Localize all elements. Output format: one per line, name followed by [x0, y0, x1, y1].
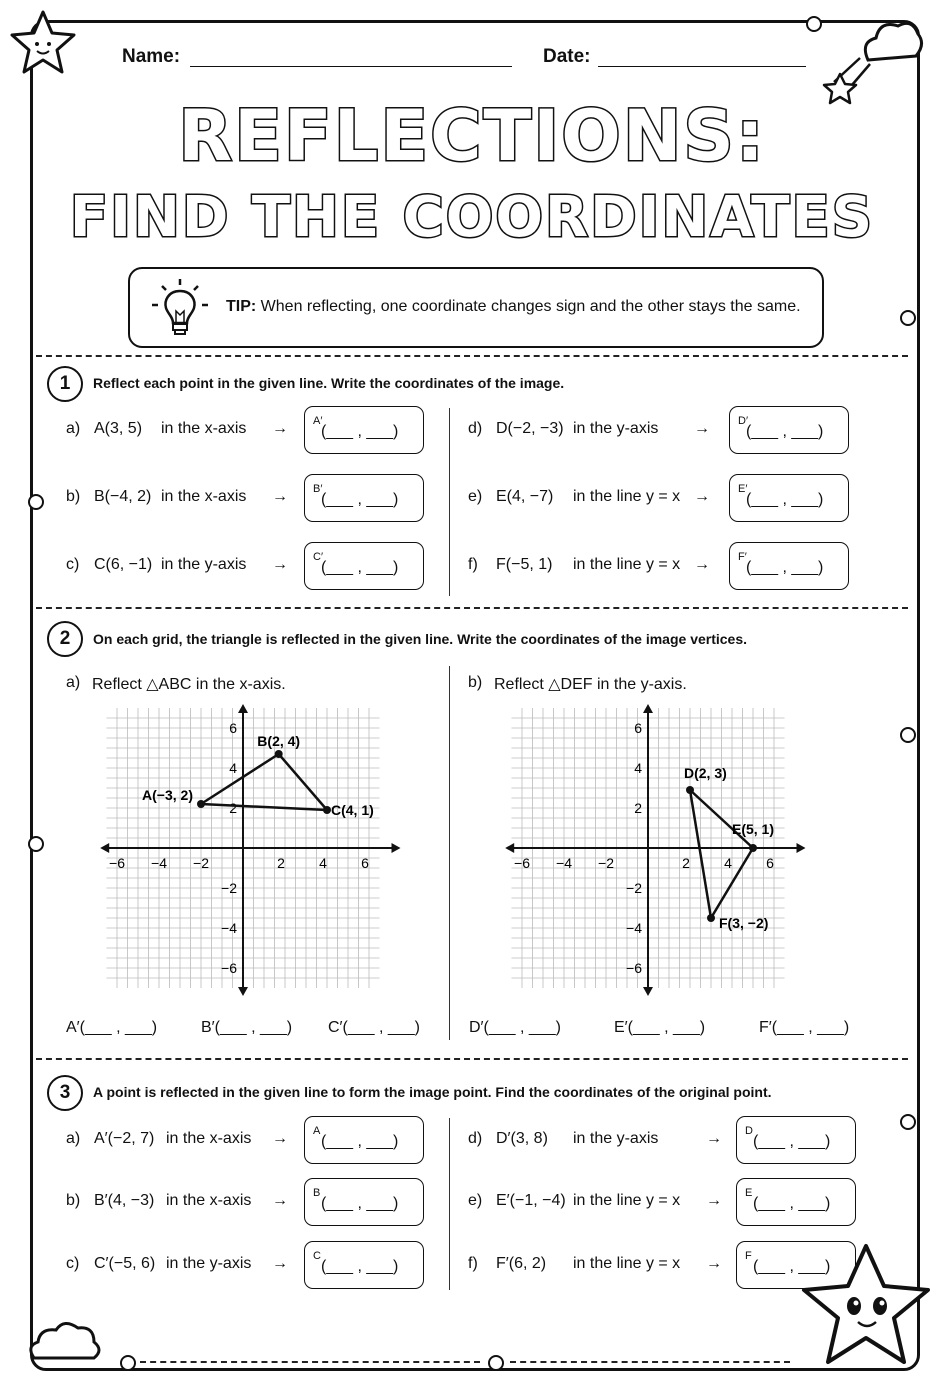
- cloud-icon: [24, 1318, 104, 1368]
- bottom-dash: [140, 1361, 480, 1363]
- answer-box[interactable]: [729, 542, 849, 590]
- page-subtitle: FIND THE COORDINATES: [69, 185, 875, 250]
- x-tick-label: −6: [514, 855, 530, 871]
- answer-blank[interactable]: (___ , ___): [753, 1258, 831, 1275]
- question-number: 3: [47, 1075, 83, 1111]
- ring-decoration: [28, 836, 44, 852]
- item-point: C′(−5, 6): [94, 1255, 156, 1272]
- item-letter: c): [66, 1255, 80, 1272]
- section-divider: [36, 355, 908, 357]
- answer-point-label: D: [745, 1125, 753, 1137]
- answer-point-label: F: [745, 1250, 752, 1262]
- vertex-label: F(3, −2): [719, 915, 769, 931]
- item-point: A(3, 5): [94, 420, 143, 437]
- item-point: F(−5, 1): [496, 556, 553, 573]
- section-divider: [36, 607, 908, 609]
- item-point: E(4, −7): [496, 488, 554, 505]
- vertex-point: [749, 844, 757, 852]
- answer-c-prime[interactable]: C′(___ , ___): [328, 1019, 420, 1036]
- ring-decoration: [488, 1355, 504, 1371]
- answer-blank[interactable]: (___ , ___): [746, 423, 824, 440]
- arrow-icon: →: [272, 1130, 288, 1147]
- item-letter: f): [468, 1255, 478, 1272]
- answer-blank[interactable]: (___ , ___): [746, 559, 824, 576]
- answer-point-label: B: [313, 1187, 321, 1199]
- arrow-icon: →: [272, 420, 288, 437]
- item-line: in the y-axis: [161, 556, 247, 573]
- vertex-point: [686, 786, 694, 794]
- y-tick-label: −4: [626, 920, 642, 936]
- x-tick-label: −4: [151, 855, 167, 871]
- vertex-point: [275, 750, 283, 758]
- y-tick-label: 4: [634, 760, 642, 776]
- item-point: C(6, −1): [94, 556, 153, 573]
- item-line: in the y-axis: [573, 1130, 659, 1147]
- vertex-point: [323, 806, 331, 814]
- arrow-icon: →: [694, 556, 710, 573]
- y-tick-label: −2: [221, 880, 237, 896]
- answer-b-prime[interactable]: B′(___ , ___): [201, 1019, 293, 1036]
- star-face-icon: [800, 1240, 940, 1370]
- x-axis-arrow: [797, 843, 806, 853]
- x-tick-label: 4: [319, 855, 327, 871]
- answer-blank[interactable]: (___ , ___): [321, 1133, 399, 1150]
- cloud-icon: [820, 12, 924, 106]
- item-line: in the x-axis: [166, 1130, 252, 1147]
- item-point: F′(6, 2): [496, 1255, 547, 1272]
- answer-blank[interactable]: (___ , ___): [753, 1195, 831, 1212]
- x-tick-label: −4: [556, 855, 572, 871]
- answer-point-label: F′: [738, 551, 747, 563]
- page-title: REFLECTIONS:: [178, 95, 766, 177]
- arrow-icon: →: [272, 556, 288, 573]
- item-letter: c): [66, 556, 80, 573]
- column-divider: [449, 666, 450, 1040]
- y-tick-label: 2: [634, 800, 642, 816]
- item-letter: e): [468, 1192, 483, 1209]
- ring-decoration: [900, 727, 916, 743]
- question-number: 1: [47, 366, 83, 402]
- y-tick-label: −6: [221, 960, 237, 976]
- item-line: in the line y = x: [573, 488, 681, 505]
- answer-a-prime[interactable]: A′(___ , ___): [66, 1019, 158, 1036]
- answer-box[interactable]: [304, 542, 424, 590]
- item-point: D(−2, −3): [496, 420, 564, 437]
- x-tick-label: 2: [277, 855, 285, 871]
- lightbulb-icon: [148, 277, 212, 339]
- ring-decoration: [28, 494, 44, 510]
- y-tick-label: 4: [229, 760, 237, 776]
- x-tick-label: −2: [598, 855, 614, 871]
- q2b-label: b): [468, 674, 483, 691]
- arrow-icon: →: [706, 1255, 722, 1272]
- item-letter: f): [468, 556, 478, 573]
- x-tick-label: −6: [109, 855, 125, 871]
- answer-point-label: C: [313, 1250, 321, 1262]
- question-number: 2: [47, 621, 83, 657]
- y-axis-arrow: [643, 704, 653, 713]
- column-divider: [449, 1118, 450, 1290]
- answer-point-label: C′: [313, 551, 324, 563]
- vertex-label: A(−3, 2): [142, 787, 193, 803]
- vertex-label: C(4, 1): [331, 802, 374, 818]
- item-line: in the line y = x: [573, 556, 681, 573]
- x-tick-label: 6: [361, 855, 369, 871]
- x-axis-arrow: [505, 843, 514, 853]
- item-letter: d): [468, 420, 483, 437]
- answer-point-label: E′: [738, 483, 748, 495]
- arrow-icon: →: [694, 488, 710, 505]
- answer-point-label: A′: [313, 415, 323, 427]
- q2a-label: a): [66, 674, 81, 691]
- answer-box[interactable]: [304, 1178, 424, 1226]
- q2a-text: Reflect △ABC in the x-axis.: [92, 676, 286, 693]
- ring-decoration: [120, 1355, 136, 1371]
- question-instruction: On each grid, the triangle is reflected in the given line. Write the coordinates of the image vertices.: [93, 631, 748, 647]
- item-line: in the line y = x: [573, 1192, 681, 1209]
- answer-blank[interactable]: (___ , ___): [321, 1195, 399, 1212]
- answer-point-label: B′: [313, 483, 323, 495]
- answer-point-label: D′: [738, 415, 749, 427]
- answer-box[interactable]: [729, 474, 849, 522]
- x-tick-label: 4: [724, 855, 732, 871]
- ring-decoration: [900, 310, 916, 326]
- item-letter: b): [66, 1192, 81, 1209]
- y-tick-label: −4: [221, 920, 237, 936]
- item-point: B(−4, 2): [94, 488, 152, 505]
- item-line: in the line y = x: [573, 1255, 681, 1272]
- name-input-line[interactable]: [190, 66, 512, 67]
- answer-box[interactable]: [304, 1116, 424, 1164]
- item-point: A′(−2, 7): [94, 1130, 155, 1147]
- answer-blank[interactable]: (___ , ___): [321, 491, 399, 508]
- y-axis-arrow: [238, 704, 248, 713]
- tip-label: TIP:: [226, 298, 257, 315]
- answer-f-prime[interactable]: F′(___ , ___): [759, 1019, 850, 1036]
- y-tick-label: −6: [626, 960, 642, 976]
- tip-body: When reflecting, one coordinate changes sign and the other stays the same.: [256, 298, 801, 315]
- date-label: Date:: [543, 46, 591, 67]
- item-line: in the y-axis: [166, 1255, 252, 1272]
- y-tick-label: −2: [626, 880, 642, 896]
- y-tick-label: 6: [634, 720, 642, 736]
- star-icon: [8, 8, 78, 78]
- answer-blank[interactable]: (___ , ___): [753, 1133, 831, 1150]
- vertex-point: [707, 914, 715, 922]
- date-input-line[interactable]: [598, 66, 806, 67]
- answer-box[interactable]: [736, 1178, 856, 1226]
- coordinate-grid-def: [505, 700, 815, 1000]
- arrow-icon: →: [272, 1255, 288, 1272]
- item-line: in the x-axis: [166, 1192, 252, 1209]
- answer-box[interactable]: [736, 1116, 856, 1164]
- q2b-text: Reflect △DEF in the y-axis.: [494, 676, 687, 693]
- arrow-icon: →: [272, 488, 288, 505]
- ring-decoration: [900, 1114, 916, 1130]
- x-axis-arrow: [392, 843, 401, 853]
- y-axis-arrow: [643, 987, 653, 996]
- vertex-point: [197, 800, 205, 808]
- answer-box[interactable]: [304, 1241, 424, 1289]
- answer-box[interactable]: [729, 406, 849, 454]
- answer-point-label: A: [313, 1125, 321, 1137]
- y-tick-label: 2: [229, 800, 237, 816]
- column-divider: [449, 408, 450, 596]
- question-instruction: A point is reflected in the given line to form the image point. Find the coordinates of the original point.: [93, 1084, 772, 1100]
- item-letter: e): [468, 488, 483, 505]
- item-point: B′(4, −3): [94, 1192, 155, 1209]
- coordinate-grid-abc: [100, 700, 410, 1000]
- tip-text: [226, 298, 801, 316]
- arrow-icon: →: [694, 420, 710, 437]
- arrow-icon: →: [706, 1192, 722, 1209]
- item-line: in the x-axis: [161, 488, 247, 505]
- x-tick-label: 2: [682, 855, 690, 871]
- bottom-dash: [510, 1361, 790, 1363]
- vertex-label: B(2, 4): [257, 733, 301, 749]
- section-divider: [36, 1058, 908, 1060]
- answer-d-prime[interactable]: D′(___ , ___): [469, 1019, 561, 1036]
- name-label: Name:: [122, 46, 181, 67]
- answer-blank[interactable]: (___ , ___): [746, 491, 824, 508]
- vertex-label: D(2, 3): [684, 765, 727, 781]
- y-tick-label: 6: [229, 720, 237, 736]
- answer-blank[interactable]: (___ , ___): [321, 559, 399, 576]
- arrow-icon: →: [706, 1130, 722, 1147]
- item-letter: b): [66, 488, 81, 505]
- y-axis-arrow: [238, 987, 248, 996]
- question-instruction: Reflect each point in the given line. Write the coordinates of the image.: [93, 375, 565, 391]
- answer-blank[interactable]: (___ , ___): [321, 1258, 399, 1275]
- answer-e-prime[interactable]: E′(___ , ___): [614, 1019, 706, 1036]
- item-letter: a): [66, 1130, 81, 1147]
- x-tick-label: −2: [193, 855, 209, 871]
- answer-box[interactable]: [304, 474, 424, 522]
- item-line: in the x-axis: [161, 420, 247, 437]
- item-point: D′(3, 8): [496, 1130, 548, 1147]
- tip-box: [128, 267, 824, 348]
- vertex-label: E(5, 1): [731, 821, 775, 837]
- x-axis-arrow: [100, 843, 109, 853]
- x-tick-label: 6: [766, 855, 774, 871]
- answer-point-label: E: [745, 1187, 753, 1199]
- item-point: E′(−1, −4): [496, 1192, 566, 1209]
- item-letter: a): [66, 420, 81, 437]
- answer-box[interactable]: [304, 406, 424, 454]
- answer-blank[interactable]: (___ , ___): [321, 423, 399, 440]
- item-line: in the y-axis: [573, 420, 659, 437]
- item-letter: d): [468, 1130, 483, 1147]
- arrow-icon: →: [272, 1192, 288, 1209]
